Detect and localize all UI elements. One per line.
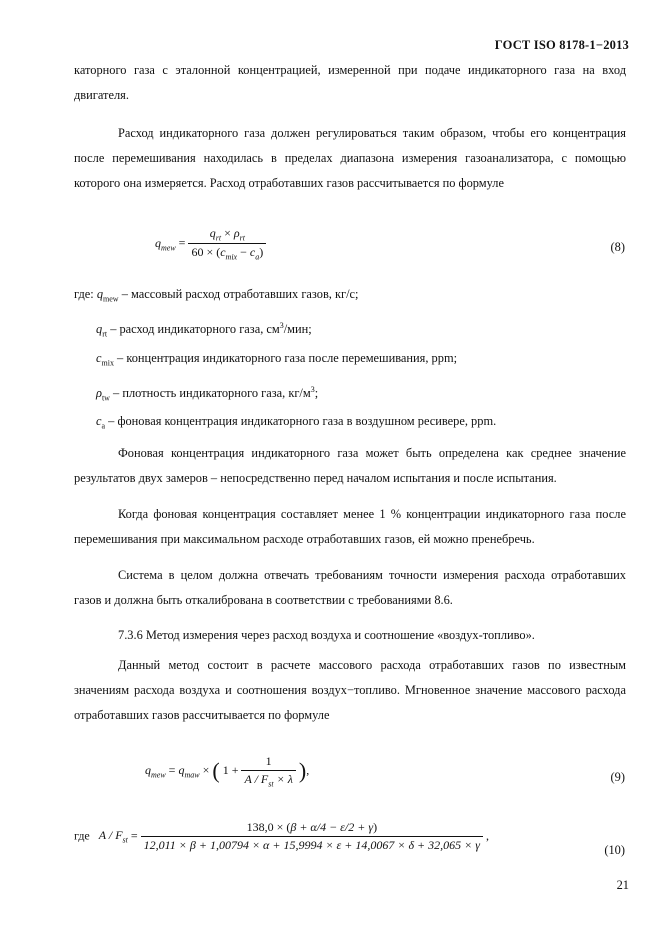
paragraph-method: Данный метод состоит в расчете массового расхода отработавших газов по известным значениям расхода воздуха и соотношения воздух−топливо. Мгновенное значение массового расхода отработавших газов рассчитывается по формуле: [74, 658, 626, 722]
paragraph-background-2: Когда фоновая концентрация составляет менее 1 % концентрации индикаторного газа после перемешивания при максимальном расходе отработавших газов, ей можно пренебречь.: [74, 507, 626, 546]
equation-10: где A / $F_{st}$ = 138,0 × (β + α/4 − ε/2 + γ) 12,011 × β + 1,00794 × α + 15,9994 × ε + 14,0067 × δ + 32,065 × γ ,: [74, 820, 489, 852]
definition-q-rt: $q_{rt}$ – расход индикаторного газа, $см^3$/мин;: [96, 321, 312, 339]
definition-q-mew: где: $q_{mew}$ – массовый расход отработавших газов, кг/с;: [74, 287, 359, 304]
eq10-fraction: 138,0 × (β + α/4 − ε/2 + γ) 12,011 × β + 1,00794 × α + 15,9994 × ε + 14,0067 × δ + 32,065 × γ: [141, 820, 483, 853]
equation-8-number: (8): [610, 240, 625, 254]
definition-c-a: $c_a$ – фоновая концентрация индикаторного газа в воздушном ресивере, ppm.: [96, 414, 497, 431]
eq8-fraction: $\frac{q_{rt} \times \rho_{rt}}{60 \times (c_{mix} - c_a)}$: [188, 226, 266, 262]
definition-rho-tw: $\rho_{tw}$ – плотность индикаторного газа, $кг/м^3$;: [96, 385, 319, 403]
definition-c-mix: $c_{mix}$ – концентрация индикаторного газа после перемешивания, ppm;: [96, 351, 458, 368]
paragraph-tracer-flow: Расход индикаторного газа должен регулироваться таким образом, чтобы его концентрация после перемешивания находилась в пределах диапазона измерения газоанализатора, с помощью которого она измеряется. Расход отработавших газов рассчитывается по формуле: [74, 126, 626, 190]
equation-8: $q_{mew}$ = $\frac{q_{rt} \times \rho_{rt}}{60 \times (c_{mix} - c_a)}$: [155, 226, 266, 262]
paragraph-background-1: Фоновая концентрация индикаторного газа может быть определена как среднее значение результатов двух замеров – непосредственно перед началом испытания и после испытания.: [74, 446, 626, 485]
section-heading-7-3-6: 7.3.6 Метод измерения через расход воздуха и соотношение «воздух-топливо».: [118, 628, 535, 642]
equation-9-number: (9): [610, 770, 625, 784]
equation-9: $q_{mew} = q_{maw}$ × ( 1 + $\frac{1}{A / F_{st} \times \lambda}$ ),: [145, 754, 310, 789]
document-header: ГОСТ ISO 8178-1−2013: [494, 38, 629, 52]
paragraph-continuation: каторного газа с эталонной концентрацией, измеренной при подаче индикаторного газа на вход двигателя.: [74, 63, 626, 102]
eq8-lhs: $q_{mew}$: [155, 235, 176, 253]
equation-10-number: (10): [604, 843, 625, 857]
paragraph-system: Система в целом должна отвечать требованиям точности измерения расхода отработавших газов и должна быть откалибрована в соответствии с требованиями 8.6.: [74, 568, 626, 607]
page-number: 21: [616, 878, 629, 892]
